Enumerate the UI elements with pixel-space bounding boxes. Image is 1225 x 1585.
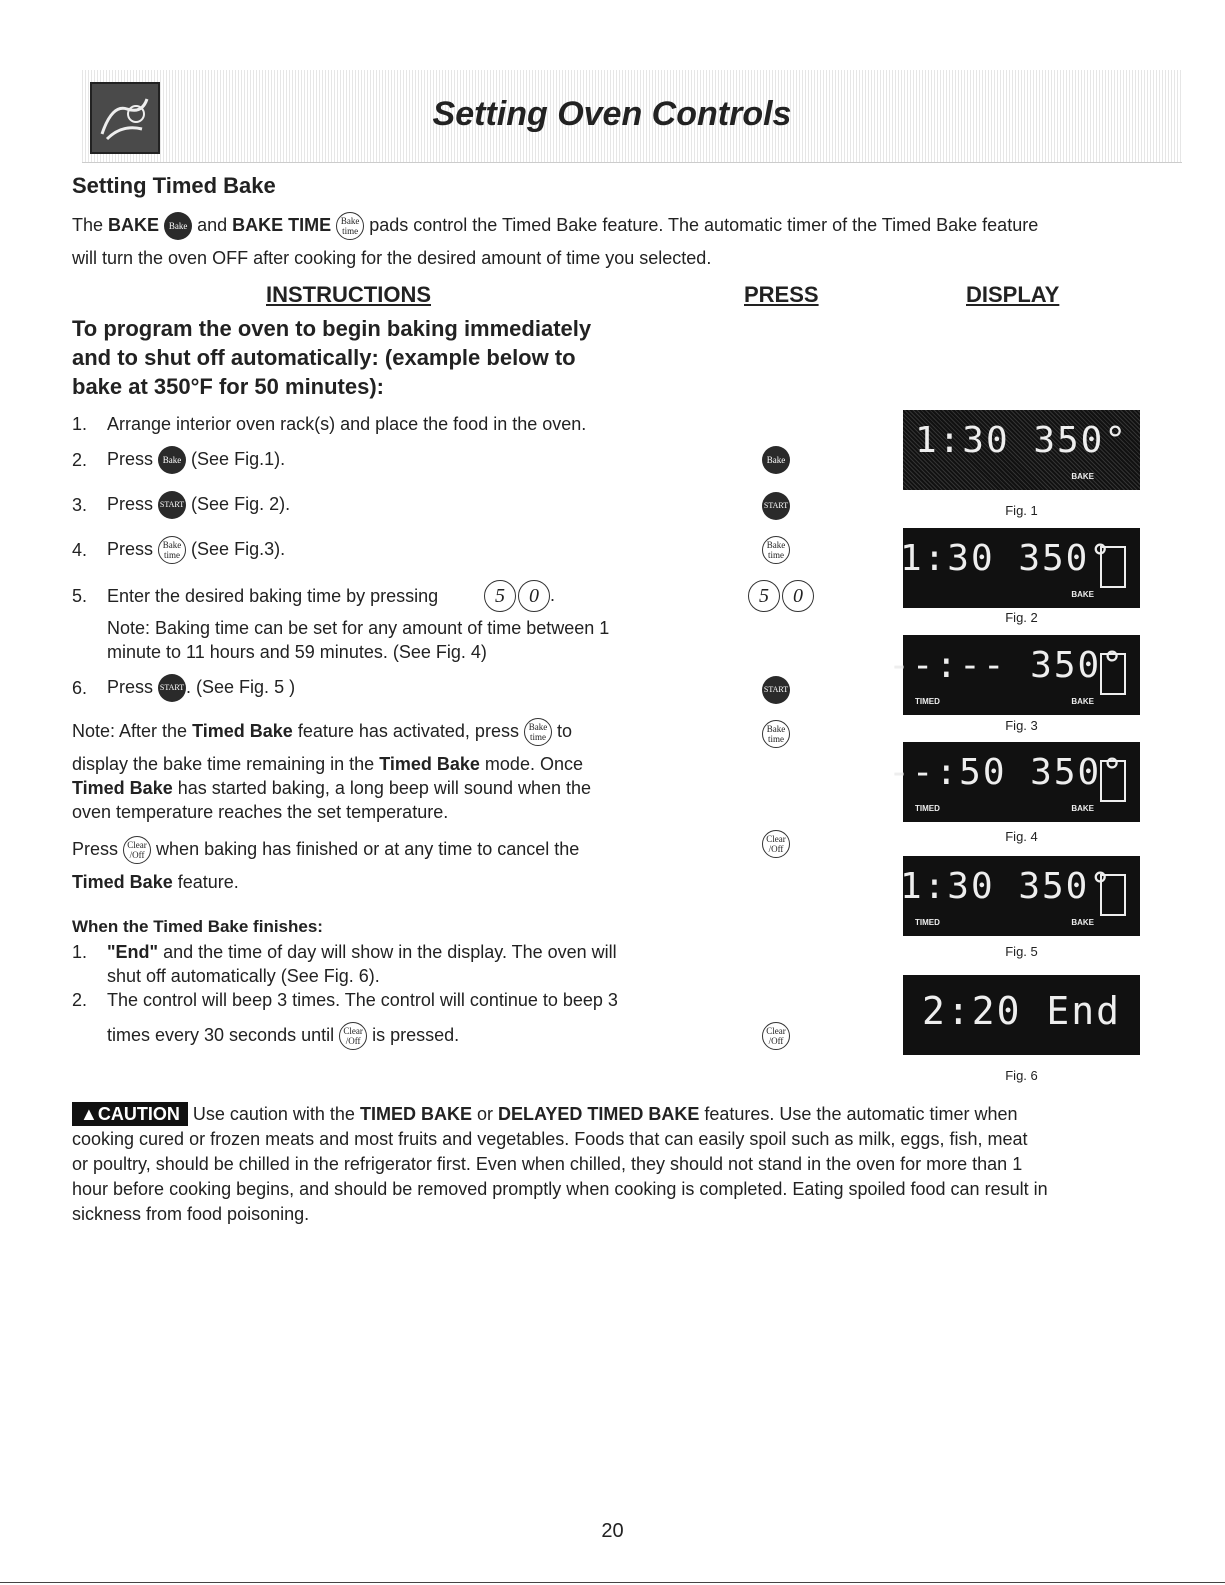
caution-badge: ▲CAUTION [72, 1102, 188, 1126]
warning-triangle-icon: ▲ [80, 1104, 98, 1124]
finish-item-1: 1. "End" and the time of day will show in the display. The oven will shut off automatically (See Fig. 6). [72, 942, 617, 986]
press-heading: PRESS [744, 282, 819, 307]
step-3: 3. Press START (See Fig. 2). [72, 491, 692, 519]
press-bake-time-pad-icon: Bake time [762, 720, 790, 748]
bake-time-pad-icon: Bake time [524, 718, 552, 746]
oven-display-fig1: 1:30 350° BAKE [903, 410, 1140, 490]
bake-pad-icon: Bake [164, 212, 192, 240]
section-title: Setting Timed Bake [72, 173, 276, 198]
fig-caption-6: Fig. 6 [1005, 1068, 1038, 1083]
step-6: 6. Press START . (See Fig. 5 ) [72, 674, 692, 702]
intro-text-2: pads control the Timed Bake feature. The automatic timer of the Timed Bake feature [369, 214, 1039, 235]
oven-display-fig4: --:50 350° TIMED BAKE [903, 742, 1140, 822]
digit-0-icon: 0 [782, 580, 814, 612]
step-5: 5. Enter the desired baking time by pressing 5 0 . [72, 580, 692, 614]
intro-text: The [72, 214, 104, 235]
page-number: 20 [601, 1520, 624, 1542]
bake-time-pad-icon: Bake time [158, 536, 186, 564]
press-bake-time-pad-icon: Bake time [762, 536, 790, 564]
press-start-pad-icon: START [762, 676, 790, 704]
intro-bake: BAKE [108, 214, 160, 235]
clear-off-pad-icon: Clear /Off [123, 836, 151, 864]
press-start-pad-icon: START [762, 492, 790, 520]
fig-caption-1: Fig. 1 [1005, 503, 1038, 518]
note-line-1: Note: After the Timed Bake feature has activated, press Bake time to [72, 718, 572, 746]
start-pad-icon: START [158, 491, 186, 519]
oven-display-fig5: 1:30 350° TIMED BAKE [903, 856, 1140, 936]
digit-5-icon: 5 [484, 580, 516, 612]
oven-display-fig6: 2:20 End [903, 975, 1140, 1055]
intro-line-1 [72, 212, 1038, 240]
press-digits [746, 580, 814, 612]
cancel-line: Press Clear /Off when baking has finished or at any time to cancel the [72, 836, 579, 864]
page-header [82, 70, 1182, 163]
cancel-line-2: Timed Bake feature. [72, 872, 239, 892]
page-title: Setting Oven Controls [432, 95, 792, 133]
display-heading: DISPLAY [966, 282, 1060, 307]
start-pad-icon: START [158, 674, 186, 702]
caution-paragraph: ▲CAUTION Use caution with the TIMED BAKE or DELAYED TIMED BAKE features. Use the automatic timer when cooking cured or frozen meats and most fruits and vegetables. Foods that can easily spoil such as milk, eggs, fish, meat or poultry, should be chilled in the refrigerator first. Even when chilled, they should not stand in the oven for more than 1 hour before cooking begins, and should be removed promptly when cooking is completed. Eating spoiled food can result in sickness from food poisoning. [72, 1104, 1048, 1224]
fig-caption-5: Fig. 5 [1005, 944, 1038, 959]
step-1: 1. Arrange interior oven rack(s) and place the food in the oven. [72, 414, 587, 434]
intro-line-2: will turn the oven OFF after cooking for the desired amount of time you selected. [72, 248, 712, 268]
fig-caption-4: Fig. 4 [1005, 829, 1038, 844]
press-clear-off-pad-icon: Clear /Off [762, 830, 790, 858]
press-clear-off-pad-icon: Clear /Off [762, 1022, 790, 1050]
bottom-rule [0, 1582, 1225, 1583]
press-bake-pad-icon: Bake [762, 446, 790, 474]
bake-time-pad-icon: Bake time [336, 212, 364, 240]
step-5-note: Note: Baking time can be set for any amount of time between 1 minute to 11 hours and 59 minutes. (See Fig. 4) [107, 618, 610, 662]
fig-caption-2: Fig. 2 [1005, 610, 1038, 625]
finish-heading: When the Timed Bake finishes: [72, 917, 323, 936]
oven-display-fig2: 1:30 350° BAKE [903, 528, 1140, 608]
step-2: 2. Press Bake (See Fig.1). [72, 446, 692, 474]
instructions-heading: INSTRUCTIONS [266, 282, 431, 307]
intro-bake-time: BAKE TIME [232, 214, 332, 235]
intro-and: and [197, 214, 228, 235]
step-4: 4. Press Bake time (See Fig.3). [72, 536, 692, 564]
note-lines: display the bake time remaining in the Timed Bake mode. Once Timed Bake has started baking, a long beep will sound when the oven temperature reaches the set temperature. [72, 754, 592, 822]
finish-item-2: 2. The control will beep 3 times. The control will continue to beep 3 times every 30 seconds until Clear /Off is pressed. [72, 988, 692, 1048]
digit-0-icon: 0 [518, 580, 550, 612]
program-subhead: To program the oven to begin baking immediately and to shut off automatically: (example below to bake at 350°F for 50 minutes): [72, 316, 592, 399]
digit-5-icon: 5 [748, 580, 780, 612]
clear-off-pad-icon: Clear /Off [339, 1022, 367, 1050]
bake-pad-icon: Bake [158, 446, 186, 474]
fig-caption-3: Fig. 3 [1005, 718, 1038, 733]
oven-display-fig3: --:-- 350° TIMED BAKE [903, 635, 1140, 715]
